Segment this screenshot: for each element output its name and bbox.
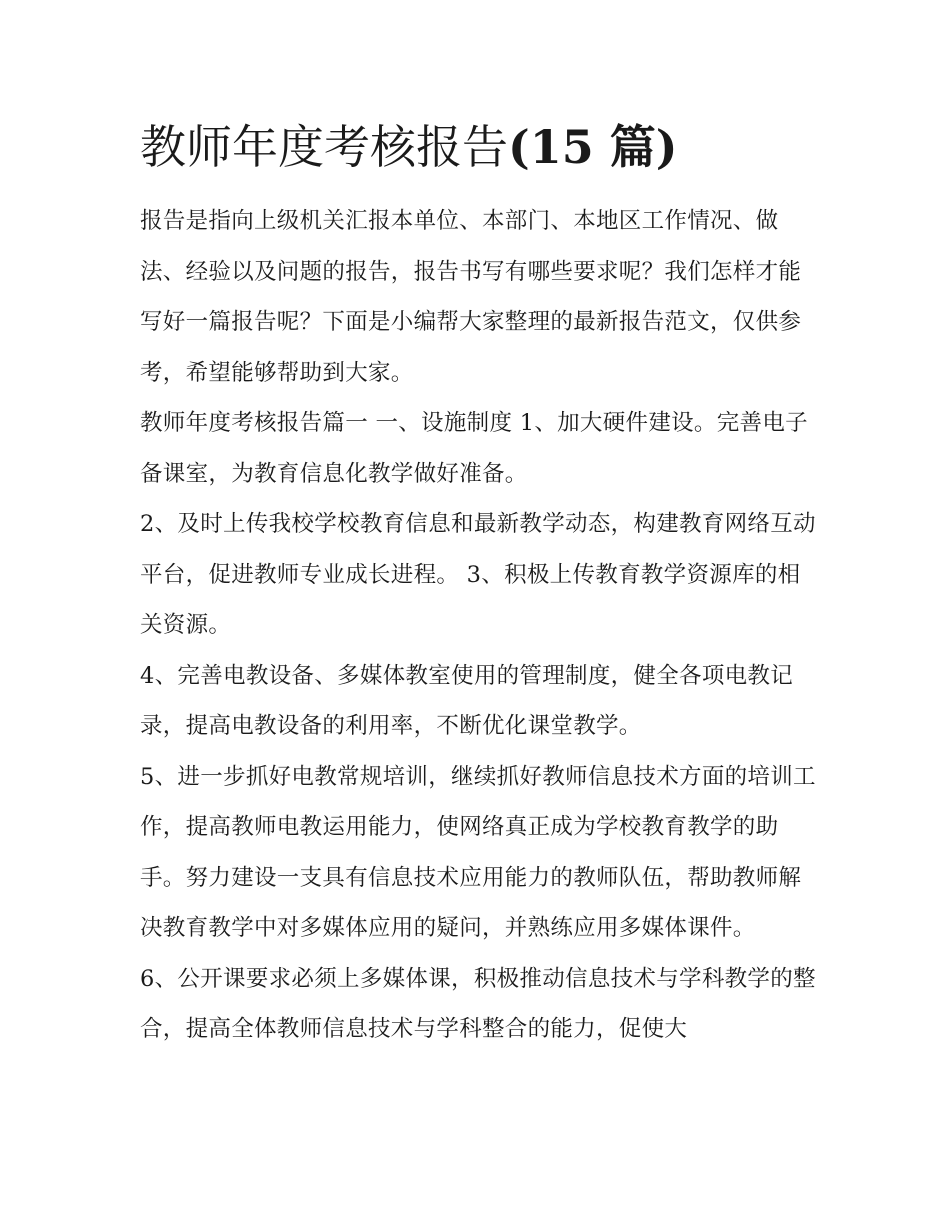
title-suffix: (15 篇) (508, 120, 678, 174)
paragraph-item-2-3: 2、及时上传我校学校教育信息和最新教学动态，构建教育网络互动平台，促进教师专业成长进程。 3、积极上传教育教学资源库的相关资源。 (140, 511, 816, 638)
document-title (140, 112, 820, 182)
title-main: 教师年度考核报告 (140, 120, 508, 174)
paragraph-intro: 报告是指向上级机关汇报本单位、本部门、本地区工作情况、做法、经验以及问题的报告，报告书写有哪些要求呢？我们怎样才能写好一篇报告呢？下面是小编帮大家整理的最新报告范文，仅供参考，希望能够帮助到大家。 (140, 208, 802, 386)
paragraph-item-4: 4、完善电教设备、多媒体教室使用的管理制度，健全各项电教记录，提高电教设备的利用率，不断优化课堂教学。 (140, 662, 794, 739)
paragraph-section-1: 教师年度考核报告篇一 一、设施制度 1、加大硬件建设。完善电子备课室，为教育信息化教学做好准备。 (140, 410, 808, 487)
paragraph-item-5: 5、进一步抓好电教常规培训，继续抓好教师信息技术方面的培训工作，提高教师电教运用能力，使网络真正成为学校教育教学的助手。努力建设一支具有信息技术应用能力的教师队伍，帮助教师解决教育教学中对多媒体应用的疑问，并熟练应用多媒体课件。 (140, 763, 816, 941)
document-page (140, 112, 820, 1055)
paragraph-item-6: 6、公开课要求必须上多媒体课，积极推动信息技术与学科教学的整合，提高全体教师信息技术与学科整合的能力，促使大 (140, 965, 816, 1042)
